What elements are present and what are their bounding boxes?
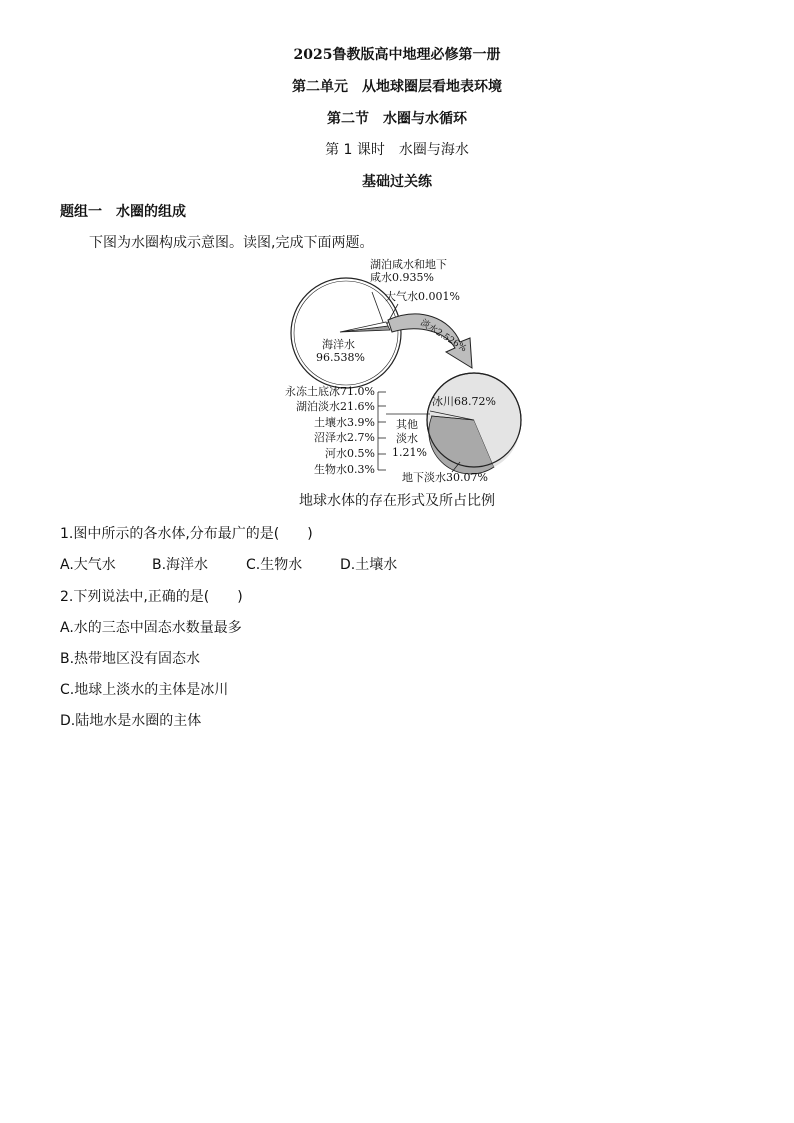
option-c[interactable]: C.生物水 (246, 557, 303, 573)
group-intro: 下图为水圈构成示意图。读图,完成下面两题。 (89, 235, 374, 251)
label-other-3: 1.21% (392, 446, 427, 459)
book-title: 2025鲁教版高中地理必修第一册 (293, 47, 501, 63)
question-1-stem: 1.图中所示的各水体,分布最广的是( ) (60, 526, 313, 542)
option-d[interactable]: D.陆地水是水圈的主体 (60, 713, 202, 729)
label-lake-salt-2: 咸水0.935% (370, 271, 434, 284)
question-2-stem: 2.下列说法中,正确的是( ) (60, 589, 243, 605)
label-groundwater: 地下淡水30.07% (402, 471, 488, 484)
fresh-pie (427, 373, 521, 474)
label-atmos: 大气水0.001% (385, 290, 460, 303)
option-a[interactable]: A.水的三态中固态水数量最多 (60, 620, 242, 636)
other-item: 生物水0.3% (314, 463, 375, 476)
label-lake-salt-1: 湖泊咸水和地下 (370, 258, 447, 271)
label-fresh-arrow: 淡水2.526% (418, 318, 469, 355)
option-c[interactable]: C.地球上淡水的主体是冰川 (60, 682, 229, 698)
option-b[interactable]: B.海洋水 (152, 557, 209, 573)
figure-caption: 地球水体的存在形式及所占比例 (299, 493, 495, 509)
other-item: 土壤水3.9% (314, 416, 375, 429)
section-title: 第二节 水圈与水循环 (327, 111, 467, 127)
label-glacier: 冰川68.72% (432, 395, 496, 408)
lesson-title: 第 1 课时 水圈与海水 (325, 142, 469, 158)
question-1-options (60, 554, 397, 574)
label-other-2: 淡水 (396, 432, 418, 445)
practice-title: 基础过关练 (362, 174, 432, 190)
unit-title: 第二单元 从地球圈层看地表环境 (292, 79, 502, 95)
option-a[interactable]: A.大气水 (60, 557, 116, 573)
other-item: 永冻土底冰71.0% (285, 385, 375, 398)
label-ocean-2: 96.538% (316, 351, 365, 364)
group-title: 题组一 水圈的组成 (60, 204, 186, 220)
label-other-1: 其他 (396, 418, 418, 431)
other-item: 河水0.5% (325, 447, 375, 460)
option-b[interactable]: B.热带地区没有固态水 (60, 651, 201, 667)
other-item: 湖泊淡水21.6% (296, 400, 375, 413)
other-item: 沼泽水2.7% (314, 431, 375, 444)
option-d[interactable]: D.土壤水 (340, 557, 398, 573)
label-ocean-1: 海洋水 (322, 338, 355, 351)
